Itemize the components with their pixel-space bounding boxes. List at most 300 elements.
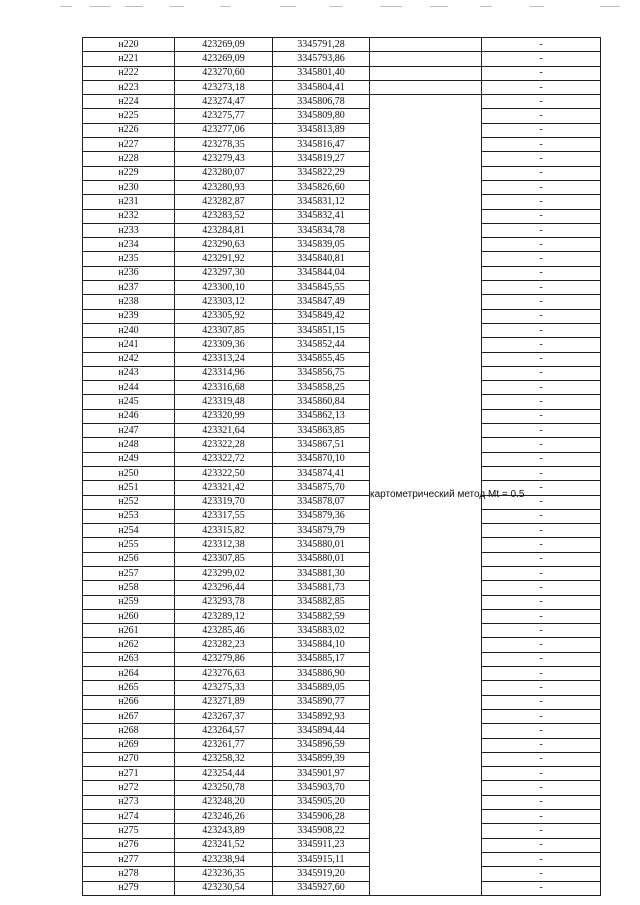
dash-cell: - bbox=[482, 652, 601, 666]
x-coordinate-cell: 423275,33 bbox=[175, 681, 273, 695]
table-row bbox=[83, 295, 601, 309]
point-name-cell: н246 bbox=[83, 409, 175, 423]
y-coordinate-cell: 3345849,42 bbox=[273, 309, 370, 323]
x-coordinate-cell: 423313,24 bbox=[175, 352, 273, 366]
x-coordinate-cell: 423280,93 bbox=[175, 180, 273, 194]
x-coordinate-cell: 423285,46 bbox=[175, 624, 273, 638]
table-row bbox=[83, 509, 601, 523]
y-coordinate-cell: 3345826,60 bbox=[273, 180, 370, 194]
dash-cell: - bbox=[482, 838, 601, 852]
dash-cell: - bbox=[482, 38, 601, 52]
dash-cell: - bbox=[482, 595, 601, 609]
x-coordinate-cell: 423275,77 bbox=[175, 109, 273, 123]
x-coordinate-cell: 423274,47 bbox=[175, 95, 273, 109]
point-name-cell: н254 bbox=[83, 524, 175, 538]
table-row bbox=[83, 667, 601, 681]
dash-cell: - bbox=[482, 352, 601, 366]
x-coordinate-cell: 423307,85 bbox=[175, 552, 273, 566]
method-cell-empty bbox=[370, 38, 482, 52]
x-coordinate-cell: 423250,78 bbox=[175, 781, 273, 795]
point-name-cell: н223 bbox=[83, 80, 175, 94]
table-row bbox=[83, 366, 601, 380]
x-coordinate-cell: 423296,44 bbox=[175, 581, 273, 595]
x-coordinate-cell: 423319,70 bbox=[175, 495, 273, 509]
x-coordinate-cell: 423299,02 bbox=[175, 566, 273, 580]
x-coordinate-cell: 423289,12 bbox=[175, 609, 273, 623]
method-cell-empty bbox=[370, 52, 482, 66]
table-row bbox=[83, 309, 601, 323]
y-coordinate-cell: 3345882,59 bbox=[273, 609, 370, 623]
dash-cell: - bbox=[482, 138, 601, 152]
y-coordinate-cell: 3345867,51 bbox=[273, 438, 370, 452]
point-name-cell: н239 bbox=[83, 309, 175, 323]
table-row bbox=[83, 138, 601, 152]
x-coordinate-cell: 423293,78 bbox=[175, 595, 273, 609]
dash-cell: - bbox=[482, 867, 601, 881]
point-name-cell: н243 bbox=[83, 366, 175, 380]
dash-cell: - bbox=[482, 152, 601, 166]
table-row bbox=[83, 395, 601, 409]
table-row bbox=[83, 538, 601, 552]
dash-cell: - bbox=[482, 581, 601, 595]
x-coordinate-cell: 423322,28 bbox=[175, 438, 273, 452]
point-name-cell: н266 bbox=[83, 695, 175, 709]
point-name-cell: н268 bbox=[83, 724, 175, 738]
point-name-cell: н264 bbox=[83, 667, 175, 681]
x-coordinate-cell: 423271,89 bbox=[175, 695, 273, 709]
y-coordinate-cell: 3345793,86 bbox=[273, 52, 370, 66]
dash-cell: - bbox=[482, 524, 601, 538]
y-coordinate-cell: 3345847,49 bbox=[273, 295, 370, 309]
x-coordinate-cell: 423321,42 bbox=[175, 481, 273, 495]
table-row bbox=[83, 52, 601, 66]
x-coordinate-cell: 423305,92 bbox=[175, 309, 273, 323]
dash-cell: - bbox=[482, 824, 601, 838]
dash-cell: - bbox=[482, 681, 601, 695]
table-row bbox=[83, 824, 601, 838]
x-coordinate-cell: 423307,85 bbox=[175, 323, 273, 337]
point-name-cell: н252 bbox=[83, 495, 175, 509]
dash-cell: - bbox=[482, 209, 601, 223]
x-coordinate-cell: 423278,35 bbox=[175, 138, 273, 152]
y-coordinate-cell: 3345845,55 bbox=[273, 281, 370, 295]
dash-cell: - bbox=[482, 795, 601, 809]
point-name-cell: н226 bbox=[83, 123, 175, 137]
y-coordinate-cell: 3345852,44 bbox=[273, 338, 370, 352]
dash-cell: - bbox=[482, 238, 601, 252]
y-coordinate-cell: 3345791,28 bbox=[273, 38, 370, 52]
y-coordinate-cell: 3345879,79 bbox=[273, 524, 370, 538]
table-row bbox=[83, 252, 601, 266]
x-coordinate-cell: 423246,26 bbox=[175, 810, 273, 824]
y-coordinate-cell: 3345874,41 bbox=[273, 466, 370, 480]
dash-cell: - bbox=[482, 566, 601, 580]
y-coordinate-cell: 3345809,80 bbox=[273, 109, 370, 123]
table-row bbox=[83, 595, 601, 609]
point-name-cell: н277 bbox=[83, 852, 175, 866]
dash-cell: - bbox=[482, 295, 601, 309]
x-coordinate-cell: 423276,63 bbox=[175, 667, 273, 681]
point-name-cell: н235 bbox=[83, 252, 175, 266]
y-coordinate-cell: 3345819,27 bbox=[273, 152, 370, 166]
x-coordinate-cell: 423291,92 bbox=[175, 252, 273, 266]
x-coordinate-cell: 423314,96 bbox=[175, 366, 273, 380]
y-coordinate-cell: 3345906,28 bbox=[273, 810, 370, 824]
dash-cell: - bbox=[482, 466, 601, 480]
point-name-cell: н256 bbox=[83, 552, 175, 566]
y-coordinate-cell: 3345860,84 bbox=[273, 395, 370, 409]
point-name-cell: н271 bbox=[83, 767, 175, 781]
x-coordinate-cell: 423284,81 bbox=[175, 223, 273, 237]
table-row bbox=[83, 781, 601, 795]
y-coordinate-cell: 3345915,11 bbox=[273, 852, 370, 866]
point-name-cell: н234 bbox=[83, 238, 175, 252]
y-coordinate-cell: 3345822,29 bbox=[273, 166, 370, 180]
x-coordinate-cell: 423320,99 bbox=[175, 409, 273, 423]
point-name-cell: н240 bbox=[83, 323, 175, 337]
dash-cell: - bbox=[482, 166, 601, 180]
x-coordinate-cell: 423264,57 bbox=[175, 724, 273, 738]
point-name-cell: н279 bbox=[83, 881, 175, 895]
x-coordinate-cell: 423322,50 bbox=[175, 466, 273, 480]
table-row bbox=[83, 681, 601, 695]
y-coordinate-cell: 3345903,70 bbox=[273, 781, 370, 795]
table-row bbox=[83, 466, 601, 480]
table-row bbox=[83, 752, 601, 766]
dash-cell: - bbox=[482, 266, 601, 280]
x-coordinate-cell: 423277,06 bbox=[175, 123, 273, 137]
y-coordinate-cell: 3345881,73 bbox=[273, 581, 370, 595]
point-name-cell: н250 bbox=[83, 466, 175, 480]
x-coordinate-cell: 423269,09 bbox=[175, 52, 273, 66]
table-row bbox=[83, 838, 601, 852]
table-row bbox=[83, 209, 601, 223]
x-coordinate-cell: 423279,43 bbox=[175, 152, 273, 166]
y-coordinate-cell: 3345858,25 bbox=[273, 381, 370, 395]
point-name-cell: н236 bbox=[83, 266, 175, 280]
point-name-cell: н231 bbox=[83, 195, 175, 209]
point-name-cell: н238 bbox=[83, 295, 175, 309]
dash-cell: - bbox=[482, 424, 601, 438]
table-row bbox=[83, 881, 601, 895]
x-coordinate-cell: 423280,07 bbox=[175, 166, 273, 180]
table-row bbox=[83, 381, 601, 395]
y-coordinate-cell: 3345840,81 bbox=[273, 252, 370, 266]
point-name-cell: н276 bbox=[83, 838, 175, 852]
x-coordinate-cell: 423258,32 bbox=[175, 752, 273, 766]
point-name-cell: н255 bbox=[83, 538, 175, 552]
y-coordinate-cell: 3345879,36 bbox=[273, 509, 370, 523]
x-coordinate-cell: 423270,60 bbox=[175, 66, 273, 80]
dash-cell: - bbox=[482, 52, 601, 66]
dash-cell: - bbox=[482, 195, 601, 209]
table-row bbox=[83, 166, 601, 180]
y-coordinate-cell: 3345855,45 bbox=[273, 352, 370, 366]
table-row bbox=[83, 80, 601, 94]
y-coordinate-cell: 3345883,02 bbox=[273, 624, 370, 638]
y-coordinate-cell: 3345862,13 bbox=[273, 409, 370, 423]
dash-cell: - bbox=[482, 667, 601, 681]
dash-cell: - bbox=[482, 481, 601, 495]
point-name-cell: н241 bbox=[83, 338, 175, 352]
dash-cell: - bbox=[482, 609, 601, 623]
point-name-cell: н233 bbox=[83, 223, 175, 237]
dash-cell: - bbox=[482, 395, 601, 409]
table-row bbox=[83, 123, 601, 137]
table-row bbox=[83, 238, 601, 252]
dash-cell: - bbox=[482, 852, 601, 866]
table-row bbox=[83, 38, 601, 52]
dash-cell: - bbox=[482, 281, 601, 295]
table-row bbox=[83, 266, 601, 280]
y-coordinate-cell: 3345881,30 bbox=[273, 566, 370, 580]
table-row bbox=[83, 638, 601, 652]
dash-cell: - bbox=[482, 452, 601, 466]
point-name-cell: н237 bbox=[83, 281, 175, 295]
x-coordinate-cell: 423309,36 bbox=[175, 338, 273, 352]
table-row bbox=[83, 566, 601, 580]
y-coordinate-cell: 3345856,75 bbox=[273, 366, 370, 380]
coordinates-table-body bbox=[83, 38, 601, 896]
x-coordinate-cell: 423322,72 bbox=[175, 452, 273, 466]
y-coordinate-cell: 3345844,04 bbox=[273, 266, 370, 280]
x-coordinate-cell: 423283,52 bbox=[175, 209, 273, 223]
table-row bbox=[83, 738, 601, 752]
point-name-cell: н263 bbox=[83, 652, 175, 666]
dash-cell: - bbox=[482, 409, 601, 423]
table-row bbox=[83, 223, 601, 237]
dash-cell: - bbox=[482, 552, 601, 566]
x-coordinate-cell: 423269,09 bbox=[175, 38, 273, 52]
y-coordinate-cell: 3345889,05 bbox=[273, 681, 370, 695]
point-name-cell: н229 bbox=[83, 166, 175, 180]
x-coordinate-cell: 423316,68 bbox=[175, 381, 273, 395]
dash-cell: - bbox=[482, 123, 601, 137]
point-name-cell: н221 bbox=[83, 52, 175, 66]
table-row bbox=[83, 795, 601, 809]
y-coordinate-cell: 3345899,39 bbox=[273, 752, 370, 766]
point-name-cell: н275 bbox=[83, 824, 175, 838]
point-name-cell: н278 bbox=[83, 867, 175, 881]
point-name-cell: н247 bbox=[83, 424, 175, 438]
x-coordinate-cell: 423282,23 bbox=[175, 638, 273, 652]
point-name-cell: н273 bbox=[83, 795, 175, 809]
y-coordinate-cell: 3345890,77 bbox=[273, 695, 370, 709]
y-coordinate-cell: 3345832,41 bbox=[273, 209, 370, 223]
point-name-cell: н227 bbox=[83, 138, 175, 152]
dash-cell: - bbox=[482, 767, 601, 781]
dash-cell: - bbox=[482, 223, 601, 237]
dash-cell: - bbox=[482, 95, 601, 109]
y-coordinate-cell: 3345831,12 bbox=[273, 195, 370, 209]
table-row bbox=[83, 109, 601, 123]
y-coordinate-cell: 3345880,01 bbox=[273, 552, 370, 566]
table-row bbox=[83, 95, 601, 109]
x-coordinate-cell: 423315,82 bbox=[175, 524, 273, 538]
point-name-cell: н258 bbox=[83, 581, 175, 595]
y-coordinate-cell: 3345927,60 bbox=[273, 881, 370, 895]
point-name-cell: н222 bbox=[83, 66, 175, 80]
dash-cell: - bbox=[482, 323, 601, 337]
x-coordinate-cell: 423238,94 bbox=[175, 852, 273, 866]
dash-cell: - bbox=[482, 109, 601, 123]
point-name-cell: н228 bbox=[83, 152, 175, 166]
y-coordinate-cell: 3345813,89 bbox=[273, 123, 370, 137]
coordinates-table bbox=[82, 37, 601, 896]
point-name-cell: н220 bbox=[83, 38, 175, 52]
y-coordinate-cell: 3345878,07 bbox=[273, 495, 370, 509]
table-row bbox=[83, 810, 601, 824]
y-coordinate-cell: 3345870,10 bbox=[273, 452, 370, 466]
y-coordinate-cell: 3345880,01 bbox=[273, 538, 370, 552]
x-coordinate-cell: 423236,35 bbox=[175, 867, 273, 881]
dash-cell: - bbox=[482, 252, 601, 266]
x-coordinate-cell: 423297,30 bbox=[175, 266, 273, 280]
y-coordinate-cell: 3345863,85 bbox=[273, 424, 370, 438]
table-row bbox=[83, 352, 601, 366]
dash-cell: - bbox=[482, 810, 601, 824]
dash-cell: - bbox=[482, 638, 601, 652]
y-coordinate-cell: 3345885,17 bbox=[273, 652, 370, 666]
table-row bbox=[83, 867, 601, 881]
table-row bbox=[83, 180, 601, 194]
table-row bbox=[83, 709, 601, 723]
y-coordinate-cell: 3345804,41 bbox=[273, 80, 370, 94]
x-coordinate-cell: 423317,55 bbox=[175, 509, 273, 523]
dash-cell: - bbox=[482, 180, 601, 194]
point-name-cell: н259 bbox=[83, 595, 175, 609]
y-coordinate-cell: 3345875,70 bbox=[273, 481, 370, 495]
dash-cell: - bbox=[482, 366, 601, 380]
table-row bbox=[83, 852, 601, 866]
y-coordinate-cell: 3345839,05 bbox=[273, 238, 370, 252]
x-coordinate-cell: 423282,87 bbox=[175, 195, 273, 209]
y-coordinate-cell: 3345816,47 bbox=[273, 138, 370, 152]
x-coordinate-cell: 423321,64 bbox=[175, 424, 273, 438]
x-coordinate-cell: 423248,20 bbox=[175, 795, 273, 809]
method-cell-empty bbox=[370, 80, 482, 94]
point-name-cell: н225 bbox=[83, 109, 175, 123]
y-coordinate-cell: 3345908,22 bbox=[273, 824, 370, 838]
point-name-cell: н257 bbox=[83, 566, 175, 580]
x-coordinate-cell: 423303,12 bbox=[175, 295, 273, 309]
dash-cell: - bbox=[482, 338, 601, 352]
point-name-cell: н274 bbox=[83, 810, 175, 824]
dash-cell: - bbox=[482, 495, 601, 509]
table-row bbox=[83, 438, 601, 452]
point-name-cell: н267 bbox=[83, 709, 175, 723]
x-coordinate-cell: 423267,37 bbox=[175, 709, 273, 723]
y-coordinate-cell: 3345892,93 bbox=[273, 709, 370, 723]
point-name-cell: н269 bbox=[83, 738, 175, 752]
dash-cell: - bbox=[482, 538, 601, 552]
table-row bbox=[83, 424, 601, 438]
dash-cell: - bbox=[482, 80, 601, 94]
point-name-cell: н242 bbox=[83, 352, 175, 366]
table-row bbox=[83, 695, 601, 709]
dash-cell: - bbox=[482, 381, 601, 395]
y-coordinate-cell: 3345801,40 bbox=[273, 66, 370, 80]
table-row bbox=[83, 409, 601, 423]
y-coordinate-cell: 3345882,85 bbox=[273, 595, 370, 609]
point-name-cell: н253 bbox=[83, 509, 175, 523]
dash-cell: - bbox=[482, 309, 601, 323]
y-coordinate-cell: 3345919,20 bbox=[273, 867, 370, 881]
table-row bbox=[83, 195, 601, 209]
table-row bbox=[83, 552, 601, 566]
method-cell-empty bbox=[370, 66, 482, 80]
table-row bbox=[83, 624, 601, 638]
dash-cell: - bbox=[482, 724, 601, 738]
table-row bbox=[83, 609, 601, 623]
point-name-cell: н260 bbox=[83, 609, 175, 623]
y-coordinate-cell: 3345911,23 bbox=[273, 838, 370, 852]
method-cell: картометрический метод Mt = 0.5 bbox=[370, 95, 482, 896]
table-row bbox=[83, 323, 601, 337]
x-coordinate-cell: 423243,89 bbox=[175, 824, 273, 838]
x-coordinate-cell: 423261,77 bbox=[175, 738, 273, 752]
dash-cell: - bbox=[482, 438, 601, 452]
dash-cell: - bbox=[482, 66, 601, 80]
dash-cell: - bbox=[482, 881, 601, 895]
table-row bbox=[83, 338, 601, 352]
point-name-cell: н244 bbox=[83, 381, 175, 395]
x-coordinate-cell: 423279,86 bbox=[175, 652, 273, 666]
x-coordinate-cell: 423300,10 bbox=[175, 281, 273, 295]
dash-cell: - bbox=[482, 695, 601, 709]
x-coordinate-cell: 423312,38 bbox=[175, 538, 273, 552]
y-coordinate-cell: 3345851,15 bbox=[273, 323, 370, 337]
point-name-cell: н248 bbox=[83, 438, 175, 452]
y-coordinate-cell: 3345806,78 bbox=[273, 95, 370, 109]
x-coordinate-cell: 423254,44 bbox=[175, 767, 273, 781]
x-coordinate-cell: 423273,18 bbox=[175, 80, 273, 94]
table-row bbox=[83, 724, 601, 738]
table-row bbox=[83, 66, 601, 80]
scan-artifacts bbox=[0, 6, 640, 12]
point-name-cell: н224 bbox=[83, 95, 175, 109]
y-coordinate-cell: 3345896,59 bbox=[273, 738, 370, 752]
point-name-cell: н249 bbox=[83, 452, 175, 466]
y-coordinate-cell: 3345884,10 bbox=[273, 638, 370, 652]
point-name-cell: н261 bbox=[83, 624, 175, 638]
dash-cell: - bbox=[482, 752, 601, 766]
point-name-cell: н272 bbox=[83, 781, 175, 795]
y-coordinate-cell: 3345834,78 bbox=[273, 223, 370, 237]
dash-cell: - bbox=[482, 624, 601, 638]
y-coordinate-cell: 3345886,90 bbox=[273, 667, 370, 681]
point-name-cell: н232 bbox=[83, 209, 175, 223]
dash-cell: - bbox=[482, 509, 601, 523]
point-name-cell: н262 bbox=[83, 638, 175, 652]
x-coordinate-cell: 423241,52 bbox=[175, 838, 273, 852]
point-name-cell: н270 bbox=[83, 752, 175, 766]
x-coordinate-cell: 423290,63 bbox=[175, 238, 273, 252]
y-coordinate-cell: 3345901,97 bbox=[273, 767, 370, 781]
table-row bbox=[83, 452, 601, 466]
table-row bbox=[83, 281, 601, 295]
table-row bbox=[83, 581, 601, 595]
dash-cell: - bbox=[482, 709, 601, 723]
table-row bbox=[83, 767, 601, 781]
dash-cell: - bbox=[482, 738, 601, 752]
y-coordinate-cell: 3345894,44 bbox=[273, 724, 370, 738]
table-row bbox=[83, 652, 601, 666]
table-row bbox=[83, 152, 601, 166]
point-name-cell: н265 bbox=[83, 681, 175, 695]
dash-cell: - bbox=[482, 781, 601, 795]
point-name-cell: н251 bbox=[83, 481, 175, 495]
